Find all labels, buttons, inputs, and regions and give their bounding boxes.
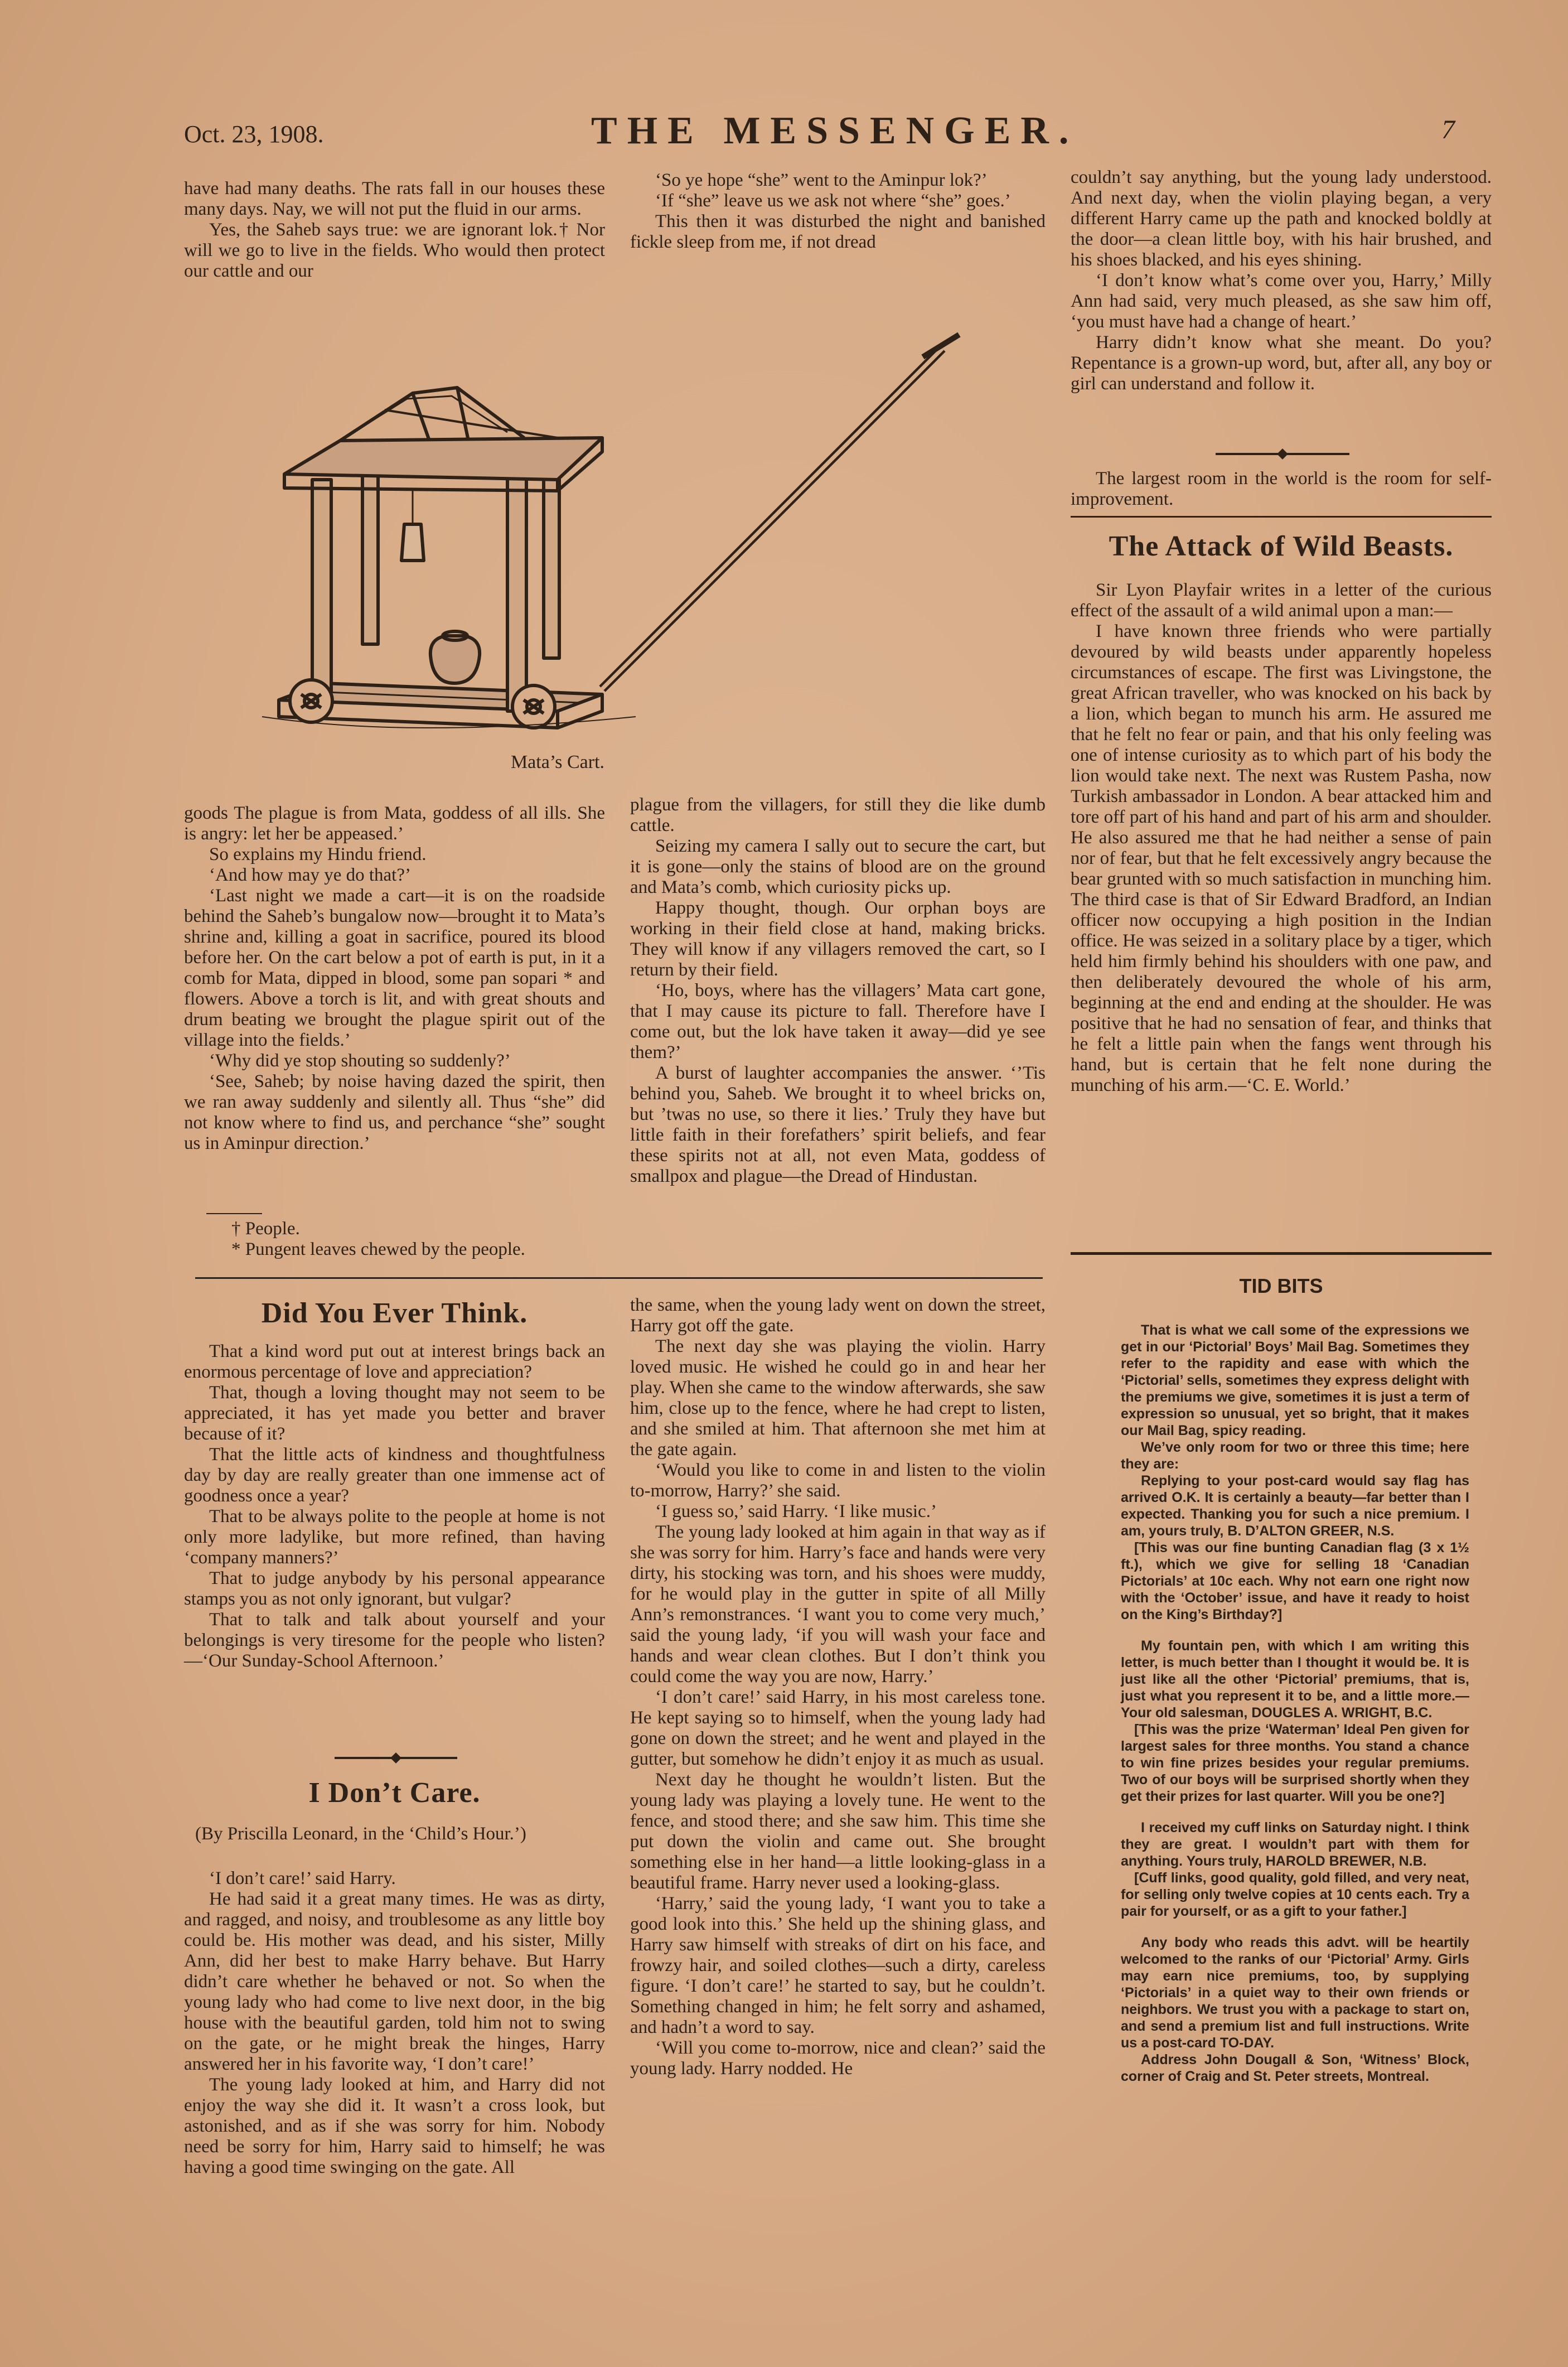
paragraph: We’ve only room for two or three this time; here they are: bbox=[1121, 1439, 1469, 1472]
byline bbox=[195, 1824, 602, 1844]
did-you-ever-think-article bbox=[184, 1341, 605, 1672]
paragraph: I received my cuff links on Saturday night. I think they are great. I wouldn’t part with them for anything. Yours truly, HAROLD BREWER, N.B. bbox=[1121, 1820, 1469, 1869]
paragraph: Yes, the Saheb says true: we are ignorant lok.† Nor will we go to live in the fields. Who would then protect our cattle and our bbox=[184, 220, 605, 281]
paragraph: ‘Last night we made a cart—it is on the roadside behind the Saheb’s bungalow now—brought it to Mata’s shrine and, killing a goat in sacrifice, poured its blood before her. On the cart below a pot of earth is put, in it a comb for Mata, dipped in blood, some pan sopari * and flowers. Above a torch is lit, and with great shouts and drum beating we brought the plague spirit out of the village into the fields.’ bbox=[184, 886, 605, 1050]
ornament-divider bbox=[1216, 453, 1349, 455]
byline-text: (By Priscilla Leonard, in the ‘Child’s Hour.’) bbox=[195, 1824, 526, 1844]
paragraph: This then it was disturbed the night and banished fickle sleep from me, if not dread bbox=[630, 211, 1046, 252]
paragraph: ‘See, Saheb; by noise having dazed the spirit, then we ran away suddenly and silently all. Thus “she” did not know where to find us, and perchance “she” sought us in Aminpur direction.’ bbox=[184, 1071, 605, 1153]
paragraph: Any body who reads this advt. will be heartily welcomed to the ranks of our ‘Pictorial’ Army. Girls may earn nice premiums, too, by supplying ‘Pictorials’ in a quiet way to their own friends or neighbors. We trust you with a package to start on, and send a premium list and full instructions. Write us a post-card TO-DAY. bbox=[1121, 1935, 1469, 2051]
paragraph: ‘Ho, boys, where has the villagers’ Mata cart gone, that I may cause its picture to fall. Therefore have I come out, but the lok have taken it away—did ye see them?’ bbox=[630, 980, 1046, 1062]
wild-beasts-headline: The Attack of Wild Beasts. bbox=[1109, 530, 1454, 562]
tid-bits-column bbox=[1121, 1322, 1469, 2085]
cart-drawing bbox=[245, 326, 981, 750]
paragraph: Next day he thought he wouldn’t listen. But the young lady was playing a lovely tune. He went to the fence, and stood there; and she saw him. This time she put down the violin and came out. She brought something else in her hand—a little looking-glass in a beautiful frame. Harry never used a looking-glass. bbox=[630, 1770, 1046, 1893]
paragraph: ‘I guess so,’ said Harry. ‘I like music.’ bbox=[655, 1501, 937, 1521]
paragraph: So explains my Hindu friend. bbox=[209, 844, 427, 864]
footnote-divider bbox=[206, 1213, 262, 1214]
image-caption: Mata’s Cart. bbox=[510, 752, 605, 772]
paragraph: ‘And how may ye do that?’ bbox=[209, 865, 411, 885]
paragraph: That a kind word put out at interest brings back an enormous percentage of love and appreciation? bbox=[184, 1341, 605, 1382]
paragraph: Seizing my camera I sally out to secure the cart, but it is gone—only the stains of blood are on the ground and Mata’s comb, which curiosity picks up. bbox=[630, 836, 1046, 897]
issue-date: Oct. 23, 1908. bbox=[184, 120, 324, 148]
paragraph: ‘Harry,’ said the young lady, ‘I want you to take a good look into this.’ She held up the shining glass, and Harry saw himself with streaks of dirt on his face, and frowzy hair, and soiled clothes—such a dirty, careless figure. ‘I don’t care!’ he started to say, but he couldn’t. Something changed in him; he felt sorry and ashamed, and hadn’t a word to say. bbox=[630, 1893, 1046, 2037]
paragraph: couldn’t say anything, but the young lady understood. And next day, when the violin playing began, a very different Harry came up the path and knocked boldly at the door—a clean little boy, with his hair brushed, and his shoes blacked, and his eyes shining. bbox=[1071, 167, 1492, 270]
section-divider bbox=[195, 1277, 1043, 1279]
i-dont-care-article bbox=[184, 1868, 605, 2178]
paragraph: My fountain pen, with which I am writing this letter, is much better than I thought it would be. It is just like all the other ‘Pictorial’ premiums, that is, just what you represent it to be, and a little more.—Your old salesman, DOUGLES A. WRIGHT, B.C. bbox=[1121, 1638, 1469, 1721]
paragraph: I have known three friends who were partially devoured by wild beasts under apparently hopeless circumstances of escape. The first was Livingstone, the great African traveller, who was knocked on his back by a lion, which began to munch his arm. He assured me that he felt no fear or pain, and that his only feeling was one of intense curiosity as to which part of his body the lion would take next. The next was Rustem Pasha, now Turkish ambassador in London. A bear attacked him and tore off part of his hand and part of his arm and shoulder. He also assured me that he had neither a sense of pain nor of fear, but that he felt excessively angry because the bear grunted with so much satisfaction in munching him. The third case is that of Sir Edward Bradford, an Indian officer now occupying a high position in the Indian office. He was seized in a solitary place by a tiger, which held him firmly behind his shoulders with one paw, and then deliberately devoured the whole of his arm, beginning at the end and ending at the shoulder. He was positive that he had no sensation of fear, and thinks that he felt a little pain when the fangs went through his hand, but is certain that he felt none during the munching of his arm.—‘C. E. World.’ bbox=[1071, 621, 1492, 1095]
paragraph: ‘So ye hope “she” went to the Aminpur lok?’ bbox=[655, 170, 988, 190]
section-divider bbox=[1071, 1252, 1492, 1255]
bracket-note: [This was our fine bunting Canadian flag (3 x 1½ ft.), which we give for selling 18 ‘Canadian Pictorials’ at 10c each. Why not earn one right now with the ‘October’ issue, and have it ready to hoist on the King’s Birthday?] bbox=[1121, 1540, 1469, 1622]
paragraph: ‘Will you come to-morrow, nice and clean?’ said the young lady. Harry nodded. He bbox=[630, 2038, 1046, 2079]
paragraph: The largest room in the world is the room for self-improvement. bbox=[1071, 468, 1492, 509]
paragraph: Happy thought, though. Our orphan boys are working in their field close at hand, making bricks. They will know if any villagers removed the cart, so I return by their field. bbox=[630, 898, 1046, 980]
i-dont-care-headline: I Don’t Care. bbox=[308, 1777, 481, 1809]
plague-story-top-middle bbox=[630, 170, 1046, 253]
page-number: 7 bbox=[1441, 115, 1455, 144]
paragraph: goods The plague is from Mata, goddess of all ills. She is angry: let her be appeased.’ bbox=[184, 803, 605, 844]
paragraph: The young lady looked at him, and Harry did not enjoy the way she did it. It wasn’t a cross look, but astonished, and as if she was sorry for him. Nobody need be sorry for him, Harry said to himself; he was having a good time swinging on the gate. All bbox=[184, 2075, 605, 2177]
paragraph: ‘Why did ye stop shouting so suddenly?’ bbox=[209, 1051, 511, 1071]
mata-cart-illustration bbox=[245, 326, 981, 750]
paragraph: ‘I don’t know what’s come over you, Harry,’ Milly Ann had said, very much pleased, as she saw him off, ‘you must have had a change of heart.’ bbox=[1071, 270, 1492, 332]
plague-story-bottom-left bbox=[184, 803, 605, 1154]
paragraph: Harry didn’t know what she meant. Do you? Repentance is a grown-up word, but, after all, any boy or girl can understand and follow it. bbox=[1071, 332, 1492, 394]
paragraph: The next day she was playing the violin. Harry loved music. He wished he could go in and hear her play. When she came to the window afterwards, she saw him, close up to the fence, where he had crept to listen, and she smiled at him. That afternoon she met him at the gate again. bbox=[630, 1336, 1046, 1460]
plague-story-bottom-middle bbox=[630, 795, 1046, 1187]
section-divider bbox=[1071, 516, 1492, 518]
footnote: * Pungent leaves chewed by the people. bbox=[231, 1239, 525, 1259]
i-dont-care-continued bbox=[630, 1295, 1046, 2079]
paragraph: That is what we call some of the expressions we get in our ‘Pictorial’ Boys’ Mail Bag. Sometimes they refer to the rapidity and ease with which the ‘Pictorial’ sells, sometimes they express delight with the premiums we give, sometimes it is just a term of expression so unusual, yet so bright, that it makes our Mail Bag, spicy reading. bbox=[1121, 1322, 1469, 1438]
paragraph: have had many deaths. The rats fall in our houses these many days. Nay, we will not put the fluid in our arms. bbox=[184, 178, 605, 219]
harry-story-ending bbox=[1071, 167, 1492, 394]
paragraph: ‘I don’t care!’ said Harry, in his most careless tone. He kept saying so to himself, when the young lady had gone on down the street; and he went and played in the gutter, but somehow he didn’t enjoy it as much as usual. bbox=[630, 1687, 1046, 1769]
bracket-note: [Cuff links, good quality, gold filled, and very neat, for selling only twelve copies at 10 cents each. Try a pair for yourself, or as a gift to your father.] bbox=[1121, 1870, 1469, 1919]
wild-beasts-article bbox=[1071, 580, 1492, 1096]
paragraph: ‘If “she” leave us we ask not where “she” goes.’ bbox=[655, 191, 1011, 211]
paragraph: That, though a loving thought may not seem to be appreciated, it has yet made you better and braver because of it? bbox=[184, 1383, 605, 1444]
did-you-ever-think-headline: Did You Ever Think. bbox=[261, 1297, 528, 1329]
paragraph: That the little acts of kindness and thoughtfulness day by day are really greater than one immense act of goodness once a year? bbox=[184, 1445, 605, 1506]
paragraph: Address John Dougall & Son, ‘Witness’ Block, corner of Craig and St. Peter streets, Montreal. bbox=[1121, 2052, 1469, 2084]
footnote: † People. bbox=[231, 1219, 300, 1239]
ornament-divider bbox=[335, 1757, 457, 1759]
paragraph: Sir Lyon Playfair writes in a letter of the curious effect of the assault of a wild animal upon a man:— bbox=[1071, 580, 1492, 621]
paragraph: the same, when the young lady went on down the street, Harry got off the gate. bbox=[630, 1295, 1046, 1336]
paragraph: A burst of laughter accompanies the answer. ‘’Tis behind you, Saheb. We brought it to wheel bricks on, but ’twas no use, so there it lies.’ Truly they have but little faith in their forefathers’ spirit beliefs, and fear these spirits not at all, not even Mata, goddess of smallpox and plague—the Dread of Hindustan. bbox=[630, 1063, 1046, 1186]
bracket-note: [This was the prize ‘Waterman’ Ideal Pen given for largest sales for three months. You stand a chance to win fine prizes besides your regular premiums. Two of our boys will be surprised shortly when they get their prizes for last quarter. Will you be one?] bbox=[1121, 1722, 1469, 1804]
plague-story-top-left bbox=[184, 178, 605, 282]
paragraph: That to judge anybody by his personal appearance stamps you as not only ignorant, but vulgar? bbox=[184, 1568, 605, 1609]
paragraph: That to talk and talk about yourself and your belongings is very tiresome for the people who listen?—‘Our Sunday-School Afternoon.’ bbox=[184, 1610, 605, 1671]
footnotes bbox=[206, 1219, 608, 1260]
tid-bits-headline: TID BITS bbox=[1239, 1274, 1323, 1297]
paragraph: ‘Would you like to come in and listen to the violin to-morrow, Harry?’ she said. bbox=[630, 1460, 1046, 1501]
filler-item bbox=[1071, 468, 1492, 510]
paragraph: That to be always polite to the people at home is not only more ladylike, but more refined, than having ‘company manners?’ bbox=[184, 1506, 605, 1568]
paragraph: plague from the villagers, for still they die like dumb cattle. bbox=[630, 795, 1046, 835]
paragraph: ‘I don’t care!’ said Harry. bbox=[209, 1868, 396, 1888]
paragraph: The young lady looked at him again in that way as if she was sorry for him. Harry’s face and hands were very dirty, his stocking was torn, and his shoes were muddy, for he would play in the gutter in spite of all Milly Ann’s remonstrances. ‘I want you to come very much,’ said the young lady, ‘if you will wash your face and hands and wear clean clothes. But I don’t think you could come the way you are now, Harry.’ bbox=[630, 1522, 1046, 1687]
paragraph: Replying to your post-card would say flag has arrived O.K. It is certainly a beauty—far better than I expected. Thanking you for such a nice premium. I am, yours truly, B. D’ALTON GREER, N.S. bbox=[1121, 1473, 1469, 1539]
masthead-title: THE MESSENGER. bbox=[591, 109, 1079, 152]
paragraph: He had said it a great many times. He was as dirty, and ragged, and noisy, and troublesome as any little boy could be. His mother was dead, and his sister, Milly Ann, did her best to make Harry behave. But Harry didn’t care whether he behaved or not. So when the young lady who had come to live next door, in the big house with the beautiful garden, told him not to swing on the gate, or he might break the hinges, Harry answered her in his favorite way, ‘I don’t care!’ bbox=[184, 1889, 605, 2074]
